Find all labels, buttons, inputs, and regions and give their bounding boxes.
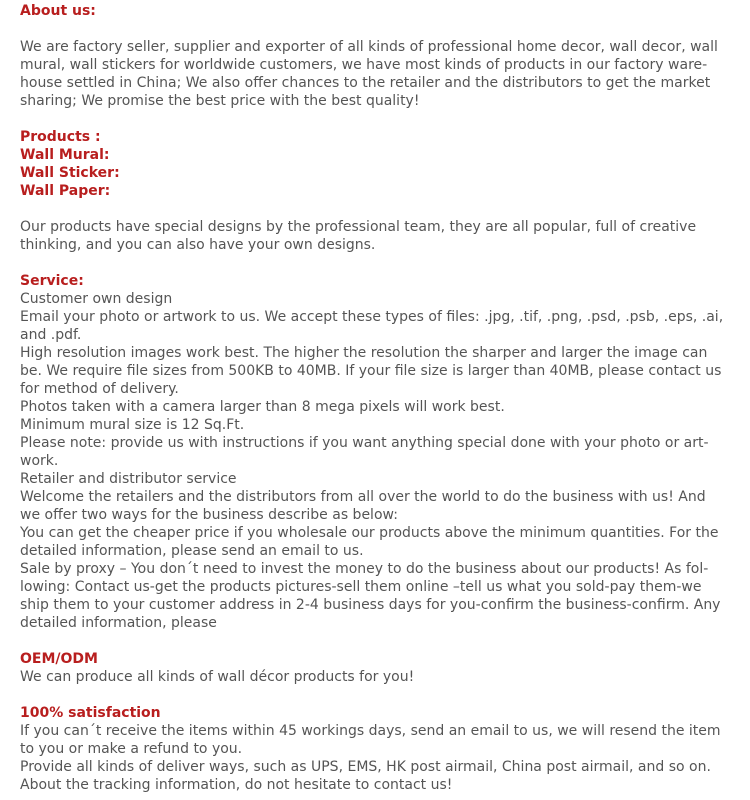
service-line: detailed information, please bbox=[20, 615, 217, 631]
service-line: work. bbox=[20, 453, 59, 469]
service-line: Retailer and distributor service bbox=[20, 471, 237, 487]
satisfaction-line: If you can´t receive the items within 45 workings days, send an email to us, we will resend the item bbox=[20, 723, 721, 739]
about-line: mural, wall stickers for worldwide customers, we have most kinds of products in our factory ware- bbox=[20, 57, 708, 73]
satisfaction-heading: 100% satisfaction bbox=[20, 705, 161, 721]
service-line: be. We require file sizes from 500KB to 40MB. If your file size is larger than 40MB, please contact us bbox=[20, 363, 722, 379]
service-line: for method of delivery. bbox=[20, 381, 179, 397]
satisfaction-line: About the tracking information, do not hesitate to contact us! bbox=[20, 777, 453, 793]
service-line: High resolution images work best. The higher the resolution the sharper and larger the image can bbox=[20, 345, 708, 361]
about-heading: About us: bbox=[20, 3, 96, 19]
oem-heading: OEM/ODM bbox=[20, 651, 98, 667]
blank-line bbox=[20, 200, 730, 218]
oem-line: We can produce all kinds of wall décor products for you! bbox=[20, 669, 415, 685]
service-line: and .pdf. bbox=[20, 327, 82, 343]
product-wall-mural: Wall Mural: bbox=[20, 147, 110, 163]
service-line: detailed information, please send an email to us. bbox=[20, 543, 364, 559]
about-line: sharing; We promise the best price with the best quality! bbox=[20, 93, 420, 109]
service-line: we offer two ways for the business describe as below: bbox=[20, 507, 398, 523]
satisfaction-line: to you or make a refund to you. bbox=[20, 741, 243, 757]
about-line: house settled in China; We also offer chances to the retailer and the distributors to get the market bbox=[20, 75, 711, 91]
service-line: Email your photo or artwork to us. We accept these types of files: .jpg, .tif, .png, .psd, .psb, .eps, .ai, bbox=[20, 309, 724, 325]
products-line: thinking, and you can also have your own designs. bbox=[20, 237, 376, 253]
service-line: lowing: Contact us-get the products pictures-sell them online –tell us what you sold-pay them-we bbox=[20, 579, 702, 595]
service-line: Sale by proxy – You don´t need to invest the money to do the business about our products! As fol- bbox=[20, 561, 709, 577]
service-line: ship them to your customer address in 2-4 business days for you-confirm the business-confirm. Any bbox=[20, 597, 721, 613]
blank-line bbox=[20, 110, 730, 128]
blank-line bbox=[20, 632, 730, 650]
service-line: Welcome the retailers and the distributors from all over the world to do the business with us! And bbox=[20, 489, 706, 505]
service-line: Minimum mural size is 12 Sq.Ft. bbox=[20, 417, 245, 433]
service-line: You can get the cheaper price if you wholesale our products above the minimum quantities. For the bbox=[20, 525, 719, 541]
about-line: We are factory seller, supplier and exporter of all kinds of professional home decor, wall decor, wall bbox=[20, 39, 718, 55]
blank-line bbox=[20, 20, 730, 38]
blank-line bbox=[20, 686, 730, 704]
service-line: Please note: provide us with instructions if you want anything special done with your photo or art- bbox=[20, 435, 709, 451]
service-line: Photos taken with a camera larger than 8 mega pixels will work best. bbox=[20, 399, 505, 415]
satisfaction-line: Provide all kinds of deliver ways, such as UPS, EMS, HK post airmail, China post airmail, and so on. bbox=[20, 759, 711, 775]
blank-line bbox=[20, 254, 730, 272]
service-heading: Service: bbox=[20, 273, 84, 289]
product-wall-sticker: Wall Sticker: bbox=[20, 165, 120, 181]
product-wall-paper: Wall Paper: bbox=[20, 183, 111, 199]
products-heading: Products : bbox=[20, 129, 101, 145]
products-line: Our products have special designs by the professional team, they are all popular, full of creative bbox=[20, 219, 697, 235]
service-line: Customer own design bbox=[20, 291, 173, 307]
